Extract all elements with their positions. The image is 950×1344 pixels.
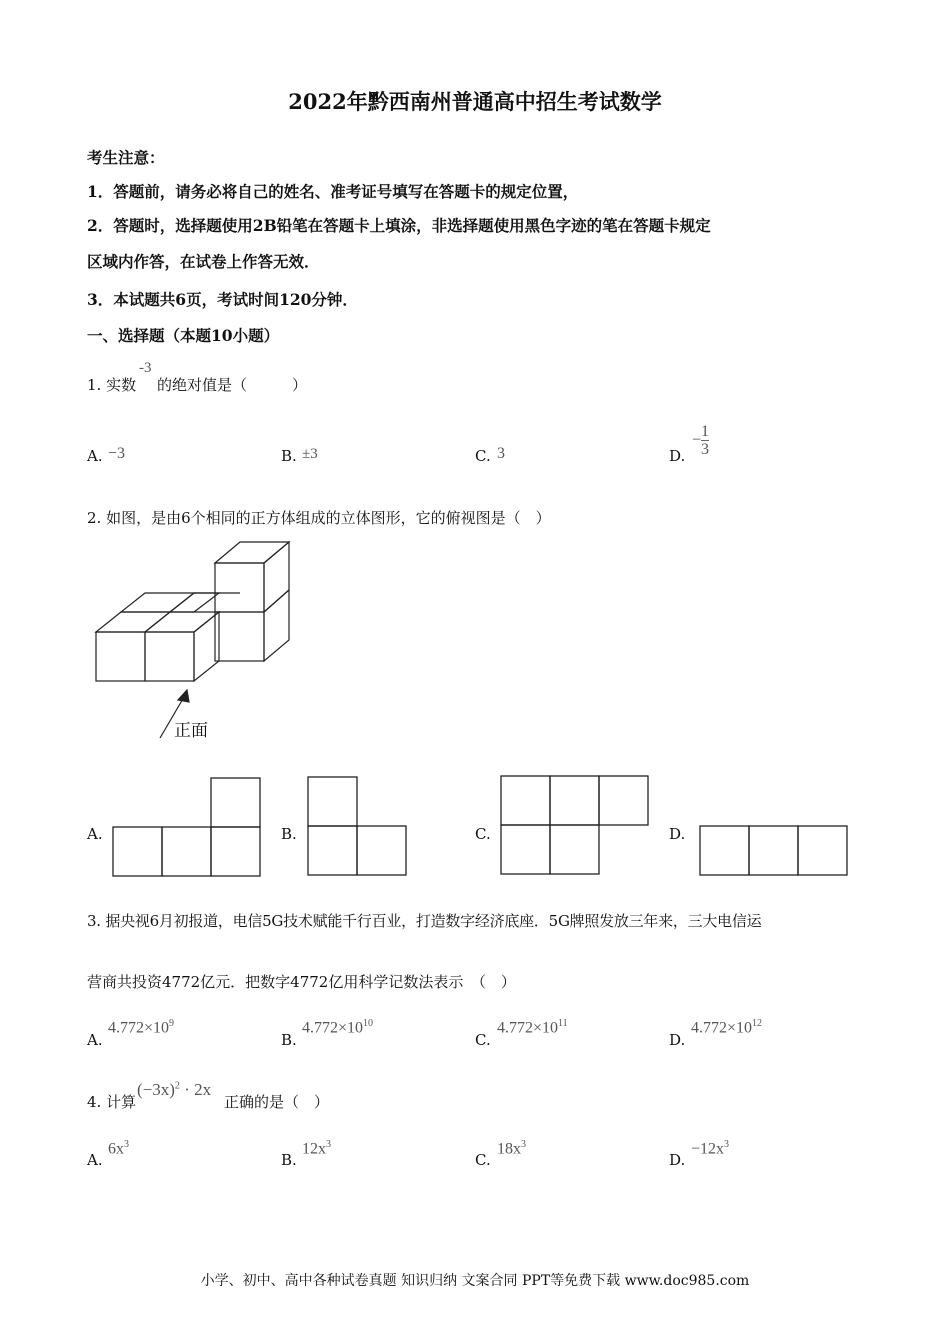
q3-option-a-label: A. [87, 1031, 103, 1049]
notice-heading: 考生注意： [87, 148, 165, 167]
q1-prefix: 1. 实数 [87, 376, 137, 394]
q4-option-c-value [497, 1139, 526, 1158]
q3-option-b-base: 4.772×10 [302, 1019, 364, 1037]
q1-option-c-value: 3 [497, 445, 505, 462]
q1-option-b-value: ±3 [302, 446, 318, 462]
q1-number: -3 [139, 360, 152, 376]
q1-option-d-denominator: 3 [701, 441, 710, 458]
q1-option-c-label: C. [475, 447, 491, 465]
q2-option-a-label: A. [87, 825, 103, 843]
q3-option-b-label: B. [281, 1031, 297, 1049]
q1-suffix: 的绝对值是（ ） [157, 376, 308, 394]
q3-option-d-exp: 12 [752, 1018, 763, 1029]
notice-item-2-cont: 区域内作答，在试卷上作答无效． [87, 252, 320, 271]
q3-option-b-value [302, 1018, 373, 1037]
q4-prefix: 4. 计算 [87, 1093, 137, 1111]
q4-expr-exp: 2 [174, 1080, 180, 1092]
q3-option-a-value [108, 1018, 174, 1037]
q4-option-a-base: 6x [108, 1140, 124, 1158]
q3-option-c-label: C. [475, 1031, 491, 1049]
q4-option-c-base: 18x [497, 1140, 521, 1158]
q4-option-a-value [108, 1139, 129, 1158]
q4-expr-base: (−3x) [137, 1080, 175, 1099]
q2-option-d-label: D. [669, 825, 686, 843]
q4-option-d-value [691, 1139, 729, 1158]
notice-item-3: 3．本试题共6页，考试时间120分钟． [87, 290, 358, 309]
q1-option-d-numerator: 1 [701, 423, 710, 440]
q4-option-b-base: 12x [302, 1140, 326, 1158]
q3-option-c-value [497, 1018, 568, 1037]
q3-line-2: 营商共投资4772亿元．把数字4772亿用科学记数法表示 （ ） [87, 973, 516, 991]
q1-option-b-label: B. [281, 447, 297, 465]
page-title: 2022年黔西南州普通高中招生考试数学 [288, 89, 662, 114]
q4-expression [137, 1080, 211, 1100]
q4-suffix: 正确的是（ ） [224, 1093, 330, 1111]
q3-option-d-label: D. [669, 1031, 686, 1049]
q4-option-b-value [302, 1139, 331, 1158]
q4-option-a-exp: 3 [124, 1139, 129, 1150]
q4-option-c-label: C. [475, 1151, 491, 1169]
q3-option-a-exp: 9 [169, 1018, 175, 1029]
page-footer: 小学、初中、高中各种试卷真题 知识归纳 文案合同 PPT等免费下载 www.doc985.com [200, 1273, 750, 1289]
q4-expr-rest: · 2x [184, 1080, 212, 1099]
notice-item-1: 1．答题前，请务必将自己的姓名、准考证号填写在答题卡的规定位置， [87, 182, 579, 201]
notice-item-2: 2．答题时，选择题使用2B铅笔在答题卡上填涂，非选择题使用黑色字迹的笔在答题卡规定 [87, 216, 711, 235]
q4-option-b-exp: 3 [326, 1139, 331, 1150]
q3-option-c-exp: 11 [558, 1018, 568, 1029]
q3-option-d-base: 4.772×10 [691, 1019, 753, 1037]
q2-text: 2. 如图，是由6个相同的正方体组成的立体图形，它的俯视图是（ ） [87, 509, 551, 527]
section-heading: 一、选择题（本题10小题） [87, 326, 280, 345]
q2-front-label: 正面 [174, 721, 208, 741]
q3-option-c-base: 4.772×10 [497, 1019, 559, 1037]
q1-option-a-label: A. [87, 447, 103, 465]
q2-option-c-label: C. [475, 825, 491, 843]
q3-option-d-value [691, 1018, 762, 1037]
q4-option-a-label: A. [87, 1151, 103, 1169]
q4-option-d-base: −12x [691, 1140, 725, 1158]
q4-option-d-exp: 3 [724, 1139, 730, 1150]
q4-option-d-label: D. [669, 1151, 686, 1169]
q3-line-1: 3. 据央视6月初报道，电信5G技术赋能千行百业，打造数字经济底座．5G牌照发放三年来，三大电信运 [87, 912, 762, 930]
q4-option-c-exp: 3 [521, 1139, 526, 1150]
q1-option-d-label: D. [669, 447, 686, 465]
q1-option-a-value: −3 [108, 445, 126, 462]
q1-option-d-sign: − [692, 431, 702, 449]
q2-option-b-label: B. [281, 825, 297, 843]
q3-option-a-base: 4.772×10 [108, 1019, 170, 1037]
q4-option-b-label: B. [281, 1151, 297, 1169]
q3-option-b-exp: 10 [363, 1018, 374, 1029]
